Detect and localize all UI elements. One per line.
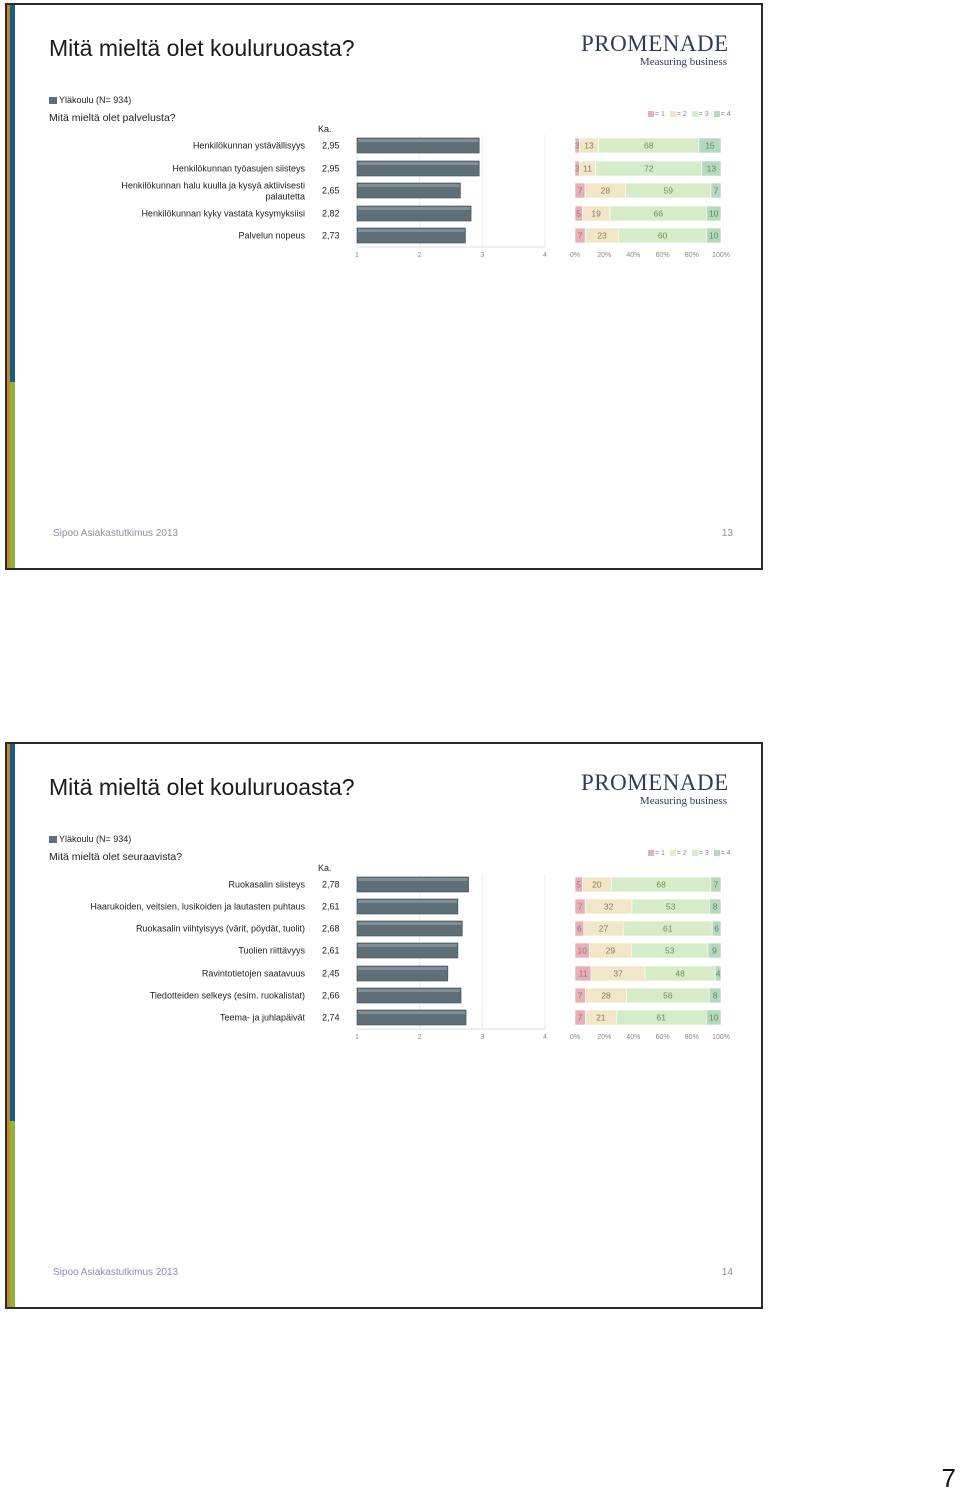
distribution-data-label: 68 (644, 140, 654, 151)
mean-tick-label: 1 (355, 1034, 359, 1041)
mean-header: Ka. (318, 863, 332, 873)
distribution-data-label: 20 (592, 879, 602, 890)
mean-value-label: 2,45 (322, 968, 340, 979)
footer-text: Sipoo Asiakastutkimus 2013 (53, 1267, 179, 1278)
distribution-data-label: 53 (664, 945, 675, 956)
chart-palvelu (7, 5, 761, 568)
group-text: Yläkoulu (N= 934) (59, 834, 132, 844)
pct-tick-label: 20% (597, 1034, 612, 1041)
mean-value-label: 2,68 (322, 923, 340, 934)
distribution-data-label: 56 (663, 990, 673, 1001)
distribution-data-label: 7 (577, 1012, 583, 1023)
mean-bar-highlight (358, 967, 447, 970)
mean-value-label: 2,61 (322, 945, 340, 956)
chart-ruokasali (7, 744, 761, 1307)
distribution-data-label: 61 (656, 1012, 667, 1023)
mean-bar-highlight (358, 207, 470, 210)
legend-item-2: = 2 (670, 850, 687, 857)
mean-tick-label: 3 (480, 252, 485, 259)
category-label: Henkilökunnan työasujen siisteys (172, 163, 305, 174)
distribution-data-label: 11 (583, 163, 592, 174)
mean-bar-highlight (358, 989, 460, 992)
mean-bar-highlight (358, 878, 468, 881)
category-label: Ravintotietojen saatavuus (201, 968, 305, 979)
distribution-data-label: 6 (714, 923, 719, 934)
distribution-data-label: 48 (675, 968, 685, 979)
category-label: Ruokasalin siisteys (228, 879, 305, 890)
distribution-data-label: 72 (644, 163, 654, 174)
mean-bar-highlight (358, 944, 457, 947)
distribution-data-label: 13 (706, 163, 717, 174)
distribution-data-label: 11 (578, 968, 588, 979)
mean-value-label: 2,74 (322, 1012, 340, 1023)
distribution-data-label: 59 (663, 185, 673, 196)
distribution-data-label: 6 (577, 923, 582, 934)
distribution-data-label: 13 (584, 140, 594, 151)
pct-tick-label: 80% (684, 1034, 699, 1041)
slide-page-number: 14 (721, 1267, 733, 1278)
distribution-data-label: 7 (577, 990, 583, 1001)
group-text: Yläkoulu (N= 934) (59, 95, 132, 105)
pct-tick-label: 40% (626, 1034, 641, 1041)
mean-bar-highlight (358, 922, 461, 925)
footer-text: Sipoo Asiakastutkimus 2013 (53, 528, 179, 539)
pct-tick-label: 40% (626, 252, 641, 259)
distribution-data-label: 7 (713, 879, 719, 890)
pct-tick-label: 0% (569, 252, 581, 259)
mean-value-label: 2,78 (322, 879, 340, 890)
legend-item-1: = 1 (648, 111, 665, 118)
category-label: Haarukoiden, veitsien, lusikoiden ja lautasten puhtaus (90, 901, 305, 912)
distribution-data-label: 7 (713, 185, 719, 196)
mean-tick-label: 1 (355, 252, 359, 259)
pct-tick-label: 60% (655, 252, 670, 259)
distribution-data-label: 27 (598, 923, 609, 934)
distribution-data-label: 19 (591, 208, 601, 219)
distribution-data-label: 10 (708, 230, 719, 241)
slide-title: Mitä mieltä olet kouluruoasta? (49, 35, 355, 61)
distribution-data-label: 8 (712, 901, 718, 912)
category-label: Palvelun nopeus (238, 230, 305, 241)
distribution-data-label: 3 (574, 140, 580, 151)
distribution-data-label: 7 (577, 901, 583, 912)
mean-tick-label: 4 (543, 252, 547, 259)
distribution-data-label: 8 (712, 990, 718, 1001)
distribution-data-label: 9 (712, 945, 717, 956)
mean-bar-highlight (358, 900, 457, 903)
distribution-data-label: 23 (597, 230, 607, 241)
mean-value-label: 2,82 (322, 208, 340, 219)
slide-1 (5, 3, 763, 570)
legend-item-3: = 3 (692, 111, 709, 118)
slide-2 (5, 742, 763, 1309)
distribution-data-label: 60 (657, 230, 668, 241)
legend-item-1: = 1 (648, 850, 665, 857)
question-label: Mitä mieltä olet seuraavista? (49, 851, 183, 863)
distribution-data-label: 10 (708, 208, 719, 219)
mean-tick-label: 2 (417, 252, 422, 259)
distribution-data-label: 5 (576, 879, 582, 890)
pct-tick-label: 100% (712, 1034, 730, 1041)
pct-tick-label: 0% (569, 1034, 581, 1041)
legend-item-3: = 3 (692, 850, 709, 857)
mean-bar-highlight (358, 162, 478, 165)
pct-tick-label: 100% (712, 252, 730, 259)
mean-bar-highlight (358, 1011, 465, 1014)
distribution-data-label: 3 (574, 163, 580, 174)
distribution-data-label: 5 (576, 208, 582, 219)
distribution-data-label: 10 (708, 1012, 719, 1023)
distribution-data-label: 21 (596, 1012, 606, 1023)
distribution-data-label: 68 (656, 879, 666, 890)
category-label: Tuolien riittävyys (238, 945, 305, 956)
slide-page-number: 13 (721, 528, 733, 539)
mean-value-label: 2,73 (322, 230, 340, 241)
category-label: Henkilökunnan kyky vastata kysymyksiisi (141, 208, 305, 219)
mean-tick-label: 2 (417, 1034, 422, 1041)
logo-main: PROMENADE (581, 770, 729, 795)
category-label: Henkilökunnan halu kuulla ja kysyä aktiivisesti palautetta (121, 180, 305, 202)
distribution-data-label: 32 (603, 901, 614, 912)
distribution-data-label: 28 (601, 990, 611, 1001)
slide-title: Mitä mieltä olet kouluruoasta? (49, 774, 355, 800)
legend-item-4: = 4 (714, 850, 731, 857)
logo-tagline: Measuring business (639, 795, 727, 807)
distribution-data-label: 28 (600, 185, 611, 196)
distribution-data-label: 4 (715, 968, 721, 979)
distribution-data-label: 7 (577, 185, 583, 196)
mean-value-label: 2,61 (322, 901, 340, 912)
pct-tick-label: 60% (655, 1034, 670, 1041)
category-label: Teema- ja juhlapäivät (219, 1012, 305, 1023)
distribution-data-label: 66 (653, 208, 663, 219)
legend-item-4: = 4 (714, 111, 731, 118)
logo-main: PROMENADE (581, 31, 729, 56)
distribution-data-label: 7 (577, 230, 583, 241)
pct-tick-label: 20% (597, 252, 612, 259)
mean-tick-label: 3 (480, 1034, 485, 1041)
mean-value-label: 2,65 (322, 185, 340, 196)
distribution-data-label: 10 (577, 945, 587, 956)
mean-value-label: 2,95 (322, 163, 340, 174)
question-label: Mitä mieltä olet palvelusta? (49, 112, 176, 124)
legend-item-2: = 2 (670, 111, 687, 118)
distribution-data-label: 61 (662, 923, 673, 934)
logo-tagline: Measuring business (639, 56, 727, 68)
category-label: Tiedotteiden selkeys (esim. ruokalistat) (149, 990, 305, 1001)
mean-bar-highlight (358, 229, 464, 232)
distribution-data-label: 29 (605, 945, 616, 956)
distribution-data-label: 53 (665, 901, 676, 912)
mean-bar-highlight (358, 139, 478, 142)
distribution-data-label: 15 (705, 140, 715, 151)
mean-bar-highlight (358, 184, 459, 187)
mean-header: Ka. (318, 124, 332, 134)
document-page-number: 7 (941, 1463, 956, 1493)
distribution-data-label: 37 (613, 968, 623, 979)
category-label: Henkilökunnan ystävällisyys (192, 140, 305, 151)
category-label: Ruokasalin viihtyisyys (värit, pöydät, tuolit) (135, 923, 305, 934)
mean-value-label: 2,95 (322, 140, 340, 151)
mean-tick-label: 4 (543, 1034, 547, 1041)
mean-value-label: 2,66 (322, 990, 340, 1001)
pct-tick-label: 80% (684, 252, 699, 259)
